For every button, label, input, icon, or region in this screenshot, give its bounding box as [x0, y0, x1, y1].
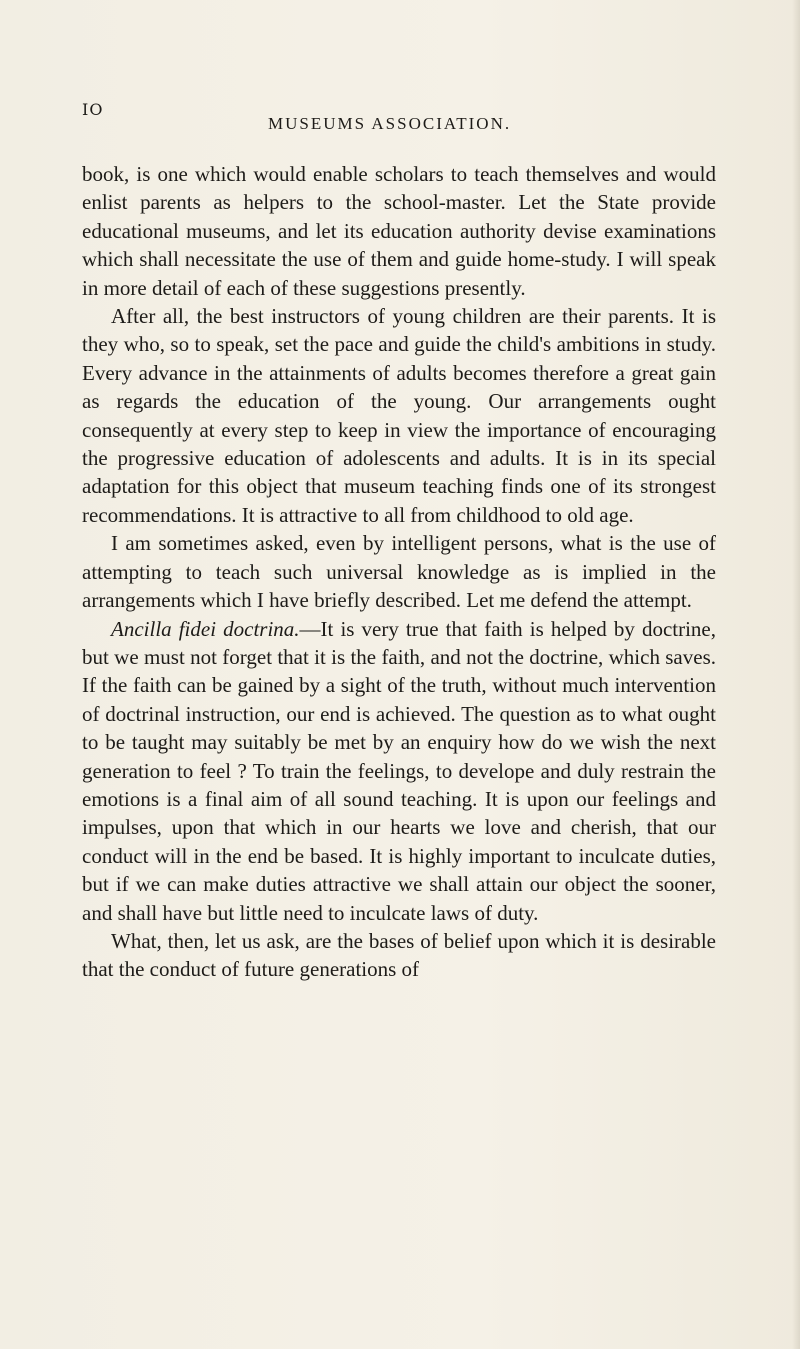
- paragraph-5-text: What, then, let us ask, are the bases of belief upon which it is desirable that the conduct of future generations of: [82, 928, 716, 982]
- paragraph-2-text: After all, the best instructors of young children are their parents. It is they who, so to speak, set the pace and guide the child's ambitions in study. Every advance in the attainments of adults becomes therefore a great gain as regards the education of the young. Our arrangements ought consequently at every step to keep in view the importance of encouraging the progressive education of adolescents and adults. It is in its special adaptation for this object that museum teaching finds one of its strongest recommendations. It is attractive to all from childhood to old age.: [82, 304, 716, 527]
- paragraph-1: [82, 160, 716, 302]
- paragraph-2: [82, 302, 716, 529]
- paragraph-3-text: I am sometimes asked, even by intelligent persons, what is the use of attempting to teach such universal knowledge as is implied in the arrangements which I have briefly described. Let me defend the attempt.: [82, 531, 716, 613]
- page-number: IO: [82, 100, 104, 119]
- paragraph-4-text: —It is very true that faith is helped by doctrine, but we must not forget that it is the faith, and not the doctrine, which saves. If the faith can be gained by a sight of the truth, without much intervention of doctrinal instruction, our end is achieved. The question as to what ought to be taught may suitably be met by an enquiry how do we wish the next generation to feel ? To train the feelings, to develope and duly restrain the emotions is a final aim of all sound teaching. It is upon our feelings and impulses, upon that which in our hearts we love and cherish, that our conduct will in the end be based. It is highly important to inculcate duties, but if we can make duties attractive we shall attain our object the sooner, and shall have but little need to inculcate laws of duty.: [82, 616, 717, 925]
- running-head: MUSEUMS ASSOCIATION.: [268, 114, 512, 133]
- paragraph-5: [82, 927, 716, 984]
- paragraph-3: [82, 529, 716, 614]
- page-edge-shadow: [792, 0, 800, 1349]
- paragraph-1-text: book, is one which would enable scholars to teach themselves and would enlist parents as helpers to the school-master. Let the State provide educational museums, and let its education authority devise examinations which shall necessitate the use of them and guide home-study. I will speak in more detail of each of these suggestions presently.: [82, 162, 716, 300]
- body-text: [82, 160, 716, 984]
- paragraph-4: [82, 615, 716, 927]
- paragraph-4-lead: Ancilla fidei doctrina.: [111, 616, 300, 641]
